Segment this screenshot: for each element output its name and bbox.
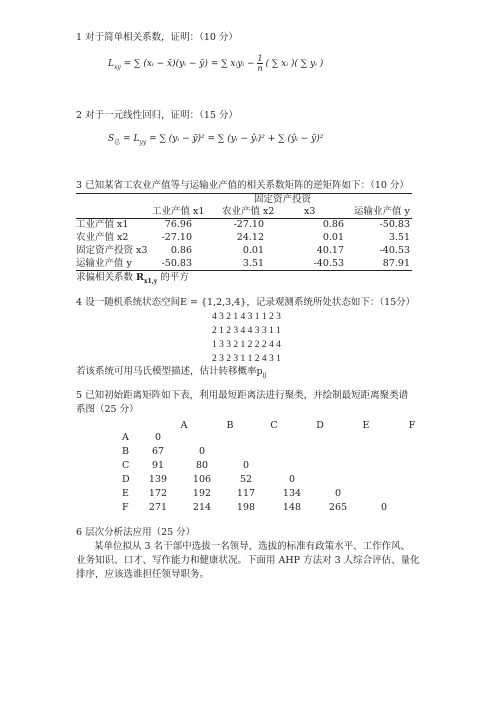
q5-cell: 0: [242, 460, 250, 471]
q6-paragraph-line: 某单位拟从 3 名干部中选拔一名领导，选拔的标准有政策水平、工作作风、: [94, 541, 411, 552]
q4-row: 2 3 2 3 1 1 2 4 3 1: [212, 354, 281, 364]
q3-header-top: 固定资产投资: [254, 194, 312, 205]
q5-cell: 67: [151, 446, 165, 457]
q5-title-line2: 系图（25 分）: [76, 404, 139, 415]
q3-title: 3 已知某省工农业产值等与运输业产值的相关系数矩阵的逆矩阵如下：（10 分）: [76, 180, 409, 191]
q5-title-line1: 5 已知初始距离矩阵如下表，利用最短距离法进行聚类，并绘制最短距离聚类谱: [76, 390, 409, 401]
q5-col-header: C: [270, 420, 278, 431]
q3-cell: -40.53: [379, 245, 410, 256]
q3-cell: 3.51: [242, 258, 264, 269]
q5-cell: 80: [195, 460, 209, 471]
q5-row-label: F: [122, 502, 129, 513]
q5-cell: 198: [236, 502, 256, 513]
q4-row: 2 1 2 3 4 4 3 3 1 1: [212, 326, 281, 336]
q4-row: 4 3 2 1 4 3 1 1 2 3: [212, 312, 281, 322]
q3-col-3: x3: [304, 206, 316, 217]
q5-cell: 0: [288, 474, 296, 485]
q3-cell: 3.51: [388, 232, 410, 243]
q3-row-label: 运输业产值 y: [76, 258, 132, 269]
q5-row-label: C: [122, 460, 130, 471]
q5-cell: 117: [236, 488, 256, 499]
q5-row-label: E: [122, 488, 129, 499]
q5-col-header: F: [408, 420, 416, 431]
q5-cell: 172: [148, 488, 168, 499]
q5-cell: 265: [328, 502, 348, 513]
q5-row-label: B: [122, 446, 129, 457]
q5-col-header: B: [226, 420, 234, 431]
q3-cell: 0.86: [170, 245, 192, 256]
q3-cell: 40.17: [316, 245, 344, 256]
q3-cell: 0.86: [322, 219, 344, 230]
q5-cell: 139: [148, 474, 168, 485]
q2-lhs-sub: 总: [114, 138, 121, 146]
q3-col-2: 农业产值 x2: [222, 206, 275, 217]
q3-row-label: 农业产值 x2: [76, 232, 129, 243]
q5-row-label: A: [122, 432, 129, 443]
q4-footer: 若该系统可用马氏模型描述，估计转移概率$p_{ij}$: [76, 366, 267, 379]
q5-cell: 214: [192, 502, 212, 513]
q1-fraction: $\frac{1}{n}$: [257, 54, 263, 73]
q3-row-label: 固定资产投资 x3: [76, 245, 148, 256]
q3-cell: 24.12: [236, 232, 264, 243]
q3-cell: 76.96: [164, 219, 192, 230]
q4-row: 1 3 3 2 1 2 2 2 4 4: [212, 340, 281, 350]
q2-rest: = ∑ (yᵢ − ȳ)² = ∑ (yᵢ − ŷᵢ)² + ∑ (ŷᵢ − ȳ)²: [149, 134, 324, 144]
q5-cell: 0: [380, 502, 388, 513]
q5-col-header: E: [362, 420, 370, 431]
q3-footer: 求偏相关系数 $R_{x1,y}$ 的平方: [76, 272, 189, 285]
q5-cell: 271: [148, 502, 168, 513]
q5-cell: 52: [239, 474, 253, 485]
q3-cell: 87.91: [382, 258, 410, 269]
q3-cell: 0.01: [242, 245, 264, 256]
q3-cell: -50.83: [161, 258, 192, 269]
q5-cell: 148: [282, 502, 302, 513]
q6-paragraph-line: 排序，应该选谁担任领导职务。: [76, 569, 210, 580]
q6-paragraph-line: 业务知识、口才、写作能力和健康状况。下面用 AHP 方法对 3 人综合评估、量化: [76, 555, 420, 566]
q1-title: 1 对于简单相关系数，证明：（10 分）: [76, 32, 238, 43]
q2-formula: [108, 134, 323, 146]
q3-cell: -50.83: [379, 219, 410, 230]
q1-lhs-sub: xy: [113, 63, 121, 71]
q5-col-header: A: [180, 420, 188, 431]
q5-cell: 192: [192, 488, 212, 499]
q2-body-sub: yy: [139, 138, 147, 146]
q5-cell: 134: [282, 488, 302, 499]
q3-rule-bottom: [76, 270, 412, 271]
q3-cell: 0.01: [322, 232, 344, 243]
q5-cell: 0: [154, 432, 162, 443]
q5-cell: 91: [151, 460, 165, 471]
q3-rule-top: [76, 193, 412, 194]
q4-title: 4 设一随机系统状态空间E = {1,2,3,4}，记录观测系统所处状态如下：（15分）: [76, 297, 416, 308]
q1-body: = ∑ (xᵢ − x̄)(yᵢ − ȳ) = ∑ xᵢyᵢ −: [123, 59, 258, 69]
q1-tail: ( ∑ xᵢ )( ∑ yᵢ ): [265, 59, 324, 69]
q2-lhs: S: [108, 134, 115, 144]
q5-col-header: D: [316, 420, 324, 431]
q6-title: 6 层次分析法应用（25 分）: [76, 527, 196, 538]
q5-cell: 106: [192, 474, 212, 485]
q3-cell: -27.10: [233, 219, 264, 230]
q5-cell: 0: [334, 488, 342, 499]
q3-row-label: 工业产值 x1: [76, 219, 129, 230]
q5-cell: 0: [198, 446, 206, 457]
q2-body: = L: [123, 134, 140, 144]
q2-title: 2 对于一元线性回归，证明：（15 分）: [76, 110, 238, 121]
q1-lhs: L: [108, 59, 114, 69]
q3-cell: -40.53: [313, 258, 344, 269]
q3-cell: -27.10: [161, 232, 192, 243]
q3-col-1: 工业产值 x1: [152, 206, 205, 217]
q5-row-label: D: [122, 474, 130, 485]
q3-col-4: 运输业产值 y: [354, 206, 410, 217]
q1-formula: [108, 54, 323, 73]
